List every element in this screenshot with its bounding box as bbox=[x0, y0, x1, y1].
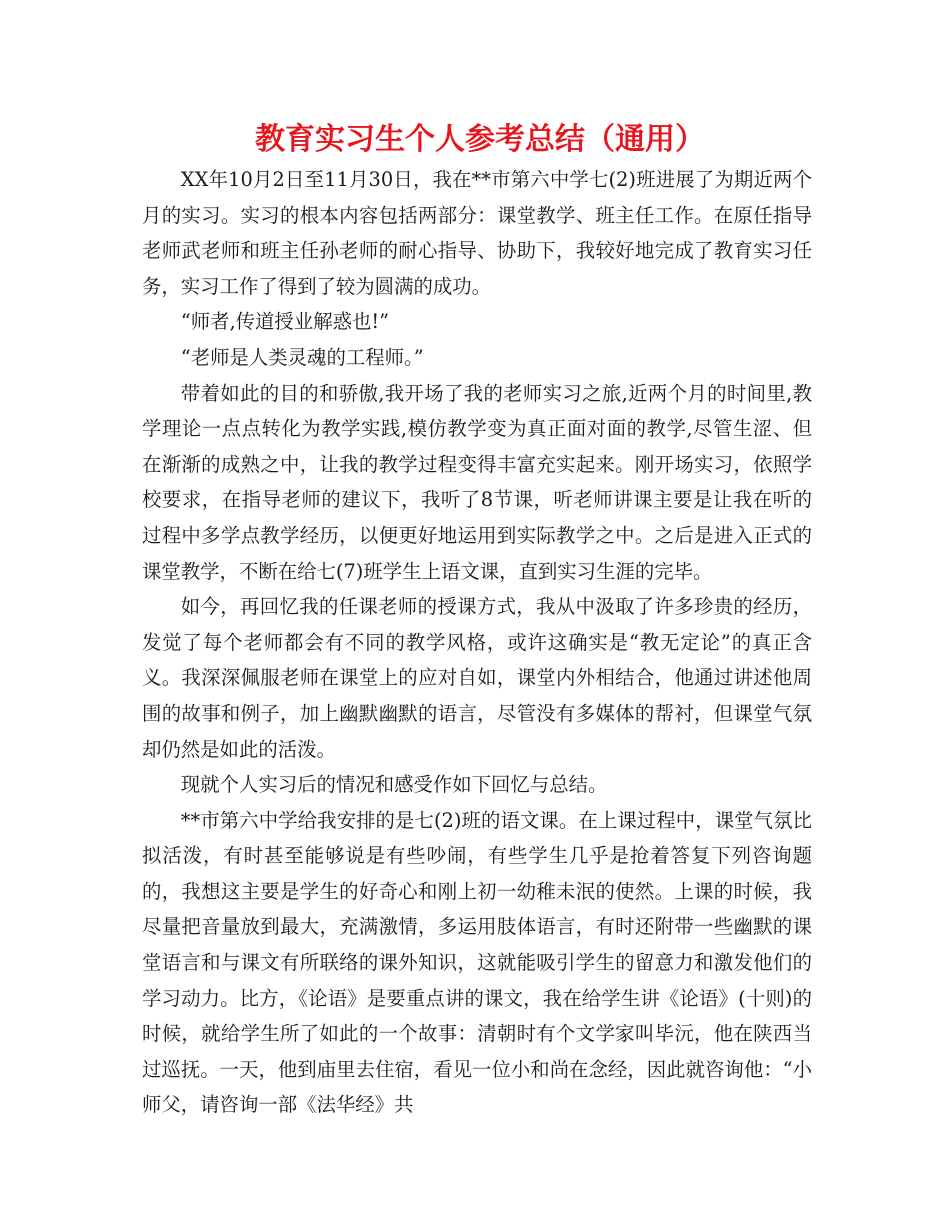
paragraph-journey: 带着如此的目的和骄傲,我开场了我的老师实习之旅,近两个月的时间里,教学理论一点点转化为教学实践,模仿教学变为真正面对面的教学,尽管生涩、但在渐渐的成熟之中，让我的教学过程变得丰富充实起来。刚开场实习，依照学校要求，在指导老师的建议下，我听了8节课，听老师讲课主要是让我在听的过程中多学点教学经历，以便更好地运用到实际教学之中。之后是进入正式的课堂教学，不断在给七(7)班学生上语文课，直到实习生涯的完毕。 bbox=[142, 381, 812, 583]
paragraph-summary-intro: 现就个人实习后的情况和感受作如下回忆与总结。 bbox=[180, 773, 608, 797]
paragraph-reflection: 如今，再回忆我的任课老师的授课方式，我从中汲取了许多珍贵的经历，发觉了每个老师都会有不同的教学风格，或许这确实是“教无定论”的真正含义。我深深佩服老师在课堂上的应对自如，课堂内外相结合，他通过讲述他周围的故事和例子，加上幽默幽默的语言，尽管没有多媒体的帮衬，但课堂气氛却仍然是如此的活泼。 bbox=[142, 595, 812, 761]
paragraph-quote-1: “师者,传道授业解惑也!” bbox=[180, 310, 390, 334]
paragraph-quote-2: “老师是人类灵魂的工程师。” bbox=[180, 345, 424, 369]
document-title: 教育实习生个人参考总结（通用） bbox=[255, 122, 705, 157]
paragraph-intro: XX年10月2日至11月30日，我在**市第六中学七(2)班进展了为期近两个月的实习。实习的根本内容包括两部分：课堂教学、班主任工作。在原任指导老师武老师和班主任孙老师的耐心指导、协助下，我较好地完成了教育实习任务，实习工作了得到了较为圆满的成功。 bbox=[142, 168, 812, 298]
document-page bbox=[142, 118, 812, 1123]
paragraph-class-detail: **市第六中学给我安排的是七(2)班的语文课。在上课过程中，课堂气氛比拟活泼，有时甚至能够说是有些吵闹，有些学生几乎是抢着答复下列咨询题的，我想这主要是学生的好奇心和刚上初一幼稚未泯的使然。上课的时候，我尽量把音量放到最大，充满激情，多运用肢体语言，有时还附带一些幽默的课堂语言和与课文有所联络的课外知识，这就能吸引学生的留意力和激发他们的学习动力。比方，《论语》是要重点讲的课文，我在给学生讲《论语》(十则)的时候，就给学生所了如此的一个故事：清朝时有个文学家叫毕沅，他在陕西当过巡抚。一天，他到庙里去住宿，看见一位小和尚在念经，因此就咨询他：“小师父，请咨询一部《法华经》共 bbox=[142, 808, 812, 1117]
